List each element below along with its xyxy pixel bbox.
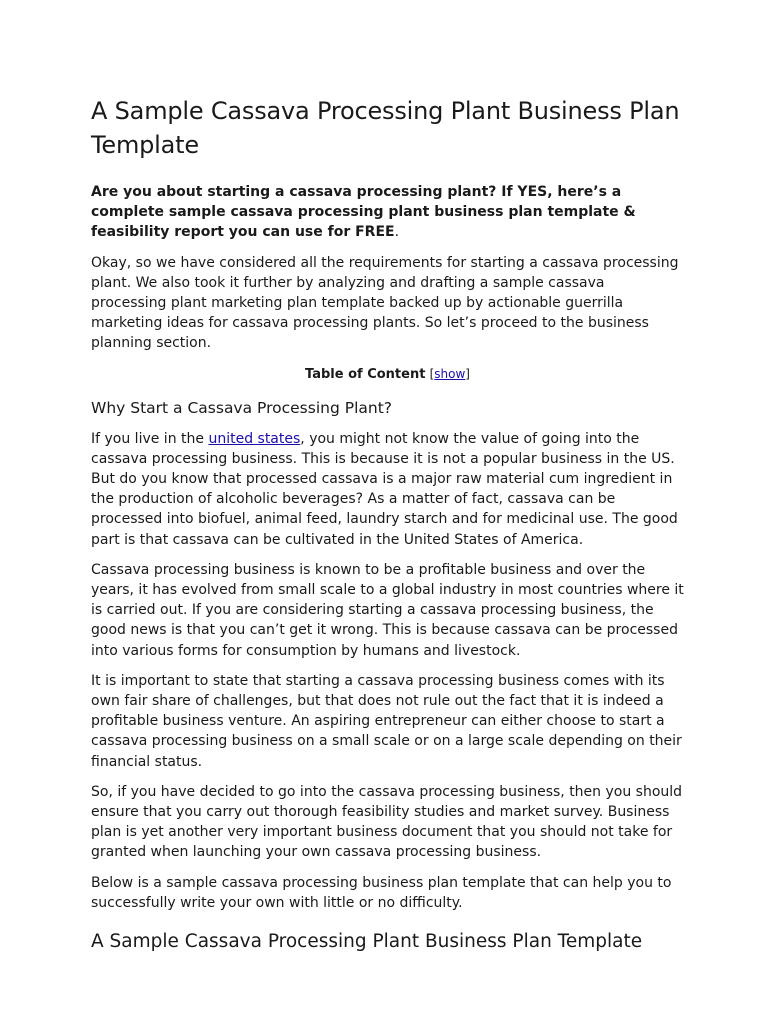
toc-open-bracket: [ bbox=[429, 366, 435, 381]
paragraph-3: It is important to state that starting a cassava processing business comes with its own fair share of challenges, but that does not rule out the fact that it is indeed a profitable business venture. An aspiring entrepreneur can either choose to start a cassava processing business on a small scale or on a large scale depending on their financial status. bbox=[91, 672, 682, 770]
toc-close-bracket: ] bbox=[465, 366, 470, 381]
toc-show-link[interactable]: show bbox=[434, 366, 466, 381]
paragraph-1 bbox=[91, 429, 684, 550]
paragraph-4: So, if you have decided to go into the cassava processing business, then you should ensure that you carry out thorough feasibility studies and market survey. Business plan is yet another very important business document that you should not take for granted when launching your own cassava processing business. bbox=[91, 783, 683, 861]
paragraph-5: Below is a sample cassava processing business plan template that can help you to successfully write your own with little or no difficulty. bbox=[91, 874, 672, 911]
paragraph-1-before-link: If you live in the bbox=[91, 430, 209, 447]
intro-bold-text: Are you about starting a cassava processing plant? If YES, here’s a complete sample cassava processing plant business plan template & feasibility report you can use for FREE bbox=[91, 184, 636, 241]
paragraph-2: Cassava processing business is known to be a profitable business and over the years, it has evolved from small scale to a global industry in most countries where it is carried out. If you are considering starting a cassava processing business, the good news is that you can’t get it wrong. This is because cassava can be processed into various forms for consumption by humans and livestock. bbox=[91, 561, 684, 659]
table-of-content bbox=[91, 364, 684, 385]
page-title: A Sample Cassava Processing Plant Business Plan Template bbox=[91, 97, 680, 159]
section-heading: Why Start a Cassava Processing Plant? bbox=[91, 398, 393, 417]
paragraph-1-after-link: , you might not know the value of going into the cassava processing business. This is because it is not a popular business in the US. But do you know that processed cassava is a major raw material cum ingredient in the production of alcoholic beverages? As a matter of fact, cassava can be processed into biofuel, animal feed, laundry starch and for medicinal use. The good part is that cassava can be cultivated in the United States of America. bbox=[91, 430, 678, 548]
intro-bold-period: . bbox=[394, 224, 400, 241]
bottom-heading: A Sample Cassava Processing Plant Business Plan Template bbox=[91, 931, 643, 953]
united-states-link[interactable]: united states bbox=[208, 430, 301, 447]
intro-bold-paragraph bbox=[91, 182, 684, 243]
intro-paragraph: Okay, so we have considered all the requirements for starting a cassava processing plant. We also took it further by analyzing and drafting a sample cassava processing plant marketing plan template backed up by actionable guerrilla marketing ideas for cassava processing plants. So let’s proceed to the business planning section. bbox=[91, 254, 679, 352]
toc-label: Table of Content bbox=[305, 366, 426, 382]
